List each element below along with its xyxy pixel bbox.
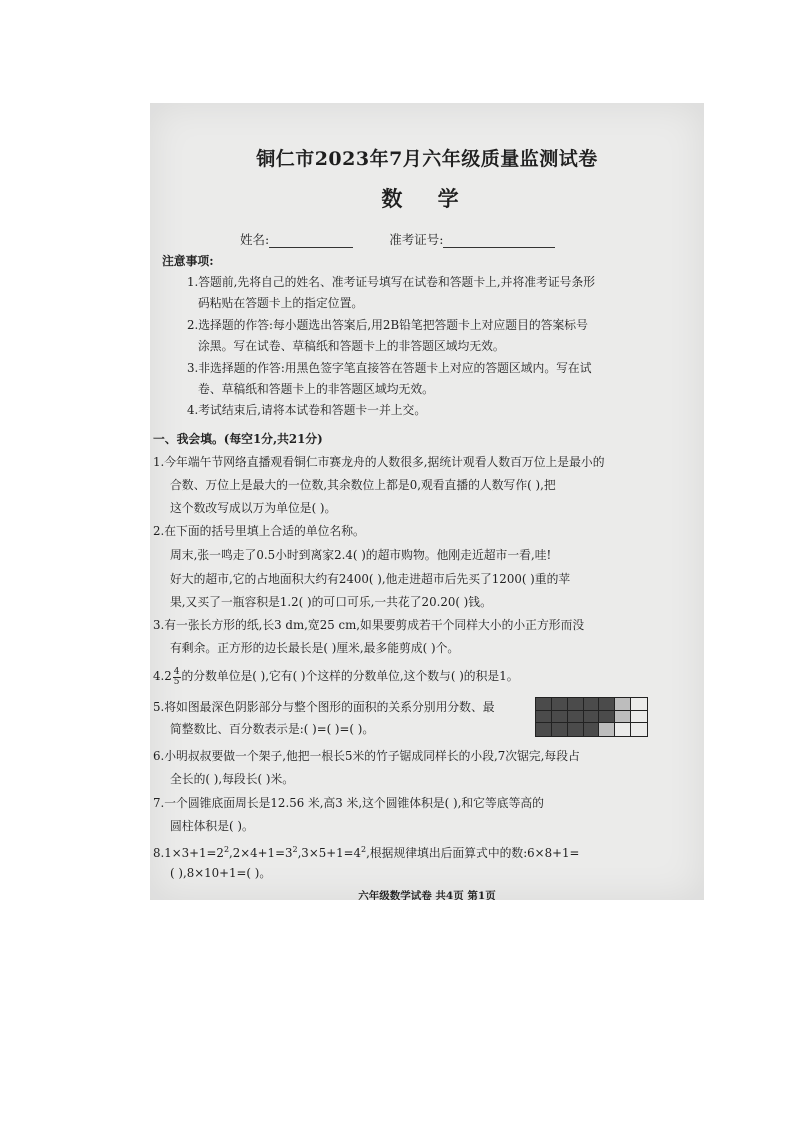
grid-cell-shaded (568, 698, 584, 711)
grid-cell-shaded (599, 711, 615, 724)
grid-cell-shaded (536, 723, 552, 736)
grid-cell-shaded (584, 698, 600, 711)
grid-cell-shaded (568, 711, 584, 724)
question-8 (153, 842, 579, 861)
q8-part: 8.1×3+1=2 (153, 845, 224, 860)
question-line: 好大的超市,它的占地面积大约有2400( ),他走进超市后先买了1200( )重的苹 (170, 572, 571, 586)
question-line: 圆柱体积是( )。 (170, 819, 254, 833)
section-heading: 一、我会填。(每空1分,共21分) (153, 432, 323, 446)
subject-title: 数 学 (381, 186, 473, 211)
page-footer: 六年级数学试卷 共4页 第1页 (358, 890, 496, 900)
q8-part: ,根据规律填出后面算式中的数:6×8+1= (366, 845, 580, 860)
student-info (240, 230, 555, 248)
question-line: 合数、万位上是最大的一位数,其余数位上都是0,观看直播的人数写作( ),把 (170, 478, 556, 492)
exponent: 2 (223, 845, 230, 854)
shaded-grid-figure (535, 697, 648, 737)
grid-cell-shaded (552, 698, 568, 711)
question-line: 全长的( ),每段长( )米。 (170, 772, 295, 786)
notice-heading: 注意事项: (162, 254, 214, 268)
question-line: 果,又买了一瓶容积是1.2( )的可口可乐,一共花了20.20( )钱。 (170, 595, 492, 609)
notice-line: 卷、草稿纸和答题卡上的非答题区域均无效。 (198, 382, 434, 396)
id-blank (443, 235, 555, 248)
question-line: 6.小明叔叔要做一个架子,他把一根长5米的竹子锯成同样长的小段,7次锯完,每段占 (153, 749, 580, 763)
grid-cell (631, 698, 647, 711)
grid-cell-shaded (536, 711, 552, 724)
grid-cell (631, 723, 647, 736)
name-label: 姓名: (240, 232, 270, 247)
question-line: 3.有一张长方形的纸,长3 dm,宽25 cm,如果要剪成若干个同样大小的小正方形而没 (153, 618, 585, 632)
id-label: 准考证号: (389, 232, 444, 247)
grid-cell-light (615, 698, 631, 711)
grid-cell-light (599, 723, 615, 736)
fraction-numerator: 4 (173, 666, 180, 677)
exponent: 2 (361, 845, 367, 854)
question-line: ( ),8×10+1=( )。 (170, 866, 272, 880)
question-line: 5.将如图最深色阴影部分与整个图形的面积的关系分别用分数、最 (153, 700, 495, 714)
q4-prefix: 4.2 (153, 669, 172, 683)
notice-line: 码粘贴在答题卡上的指定位置。 (198, 296, 364, 310)
notice-line: 1.答题前,先将自己的姓名、准考证号填写在试卷和答题卡上,并将准考证号条形 (187, 275, 596, 289)
grid-cell (615, 723, 631, 736)
grid-cell-shaded (552, 723, 568, 736)
grid-cell-shaded (568, 723, 584, 736)
question-line: 有剩余。正方形的边长最长是( )厘米,最多能剪成( )个。 (170, 641, 460, 655)
notice-line: 2.选择题的作答:每小题选出答案后,用2B铅笔把答题卡上对应题目的答案标号 (187, 318, 588, 332)
notice-line: 3.非选择题的作答:用黑色签字笔直接答在答题卡上对应的答题区域内。写在试 (187, 361, 592, 375)
grid-cell-shaded (584, 723, 600, 736)
q8-part: ,3×5+1=4 (297, 845, 361, 860)
question-4 (153, 663, 519, 689)
exam-title: 铜仁市2023年7月六年级质量监测试卷 (256, 148, 598, 170)
notice-line: 4.考试结束后,请将本试卷和答题卡一并上交。 (187, 403, 427, 417)
name-blank (269, 235, 353, 248)
grid-cell-shaded (599, 698, 615, 711)
exam-paper (150, 103, 704, 900)
question-line: 周末,张一鸣走了0.5小时到离家2.4( )的超市购物。他刚走近超市一看,哇! (170, 548, 552, 562)
notice-line: 涂黑。写在试卷、草稿纸和答题卡上的非答题区域均无效。 (198, 339, 505, 353)
question-line: 2.在下面的括号里填上合适的单位名称。 (153, 524, 365, 538)
mixed-fraction (173, 668, 181, 687)
q8-part: ,2×4+1=3 (229, 845, 293, 860)
grid-cell-light (615, 711, 631, 724)
grid-cell-shaded (584, 711, 600, 724)
question-line: 这个数改写成以万为单位是( )。 (170, 501, 337, 515)
grid-cell-shaded (552, 711, 568, 724)
q4-suffix: 的分数单位是( ),它有( )个这样的分数单位,这个数与( )的积是1。 (181, 669, 519, 683)
grid-cell-shaded (536, 698, 552, 711)
question-line: 1.今年端午节网络直播观看铜仁市赛龙舟的人数很多,据统计观看人数百万位上是最小的 (153, 455, 605, 469)
exponent: 2 (292, 845, 298, 854)
fraction-denominator: 5 (173, 676, 180, 687)
grid-cell (631, 711, 647, 724)
question-line: 7.一个圆锥底面周长是12.56 米,高3 米,这个圆锥体积是( ),和它等底等高的 (153, 796, 544, 810)
question-line: 简整数比、百分数表示是:( )=( )=( )。 (170, 722, 375, 736)
